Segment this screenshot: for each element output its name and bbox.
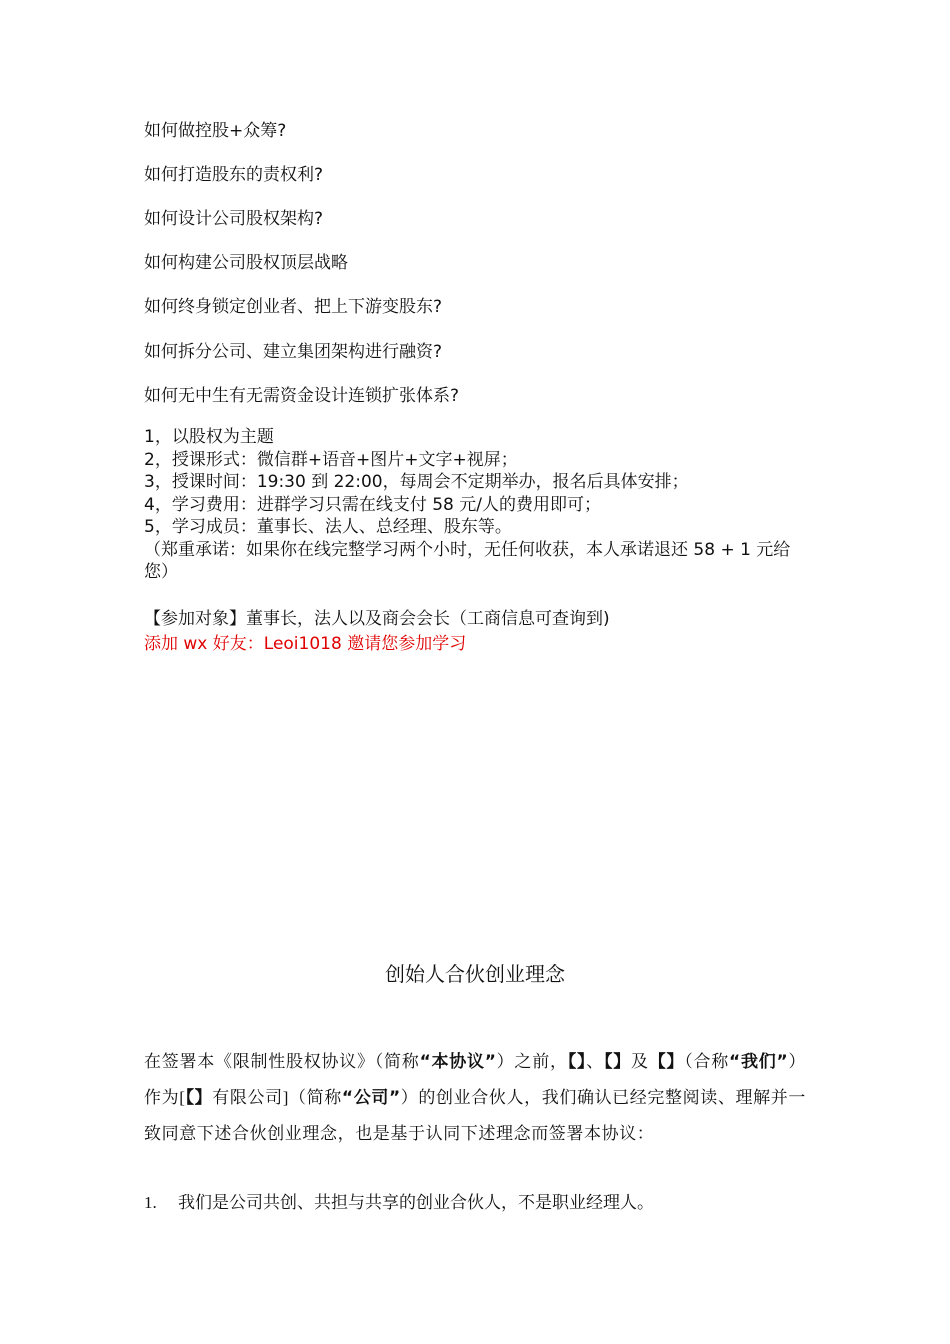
intro-bold: “公司” bbox=[341, 1088, 401, 1108]
intro-text: 、 bbox=[586, 1052, 604, 1071]
question-4: 如何构建公司股权顶层战略 bbox=[144, 253, 348, 273]
question-1: 如何做控股+众筹? bbox=[144, 121, 287, 141]
clause-number: 1. bbox=[144, 1193, 157, 1212]
intro-text: 有限公司]（简称 bbox=[212, 1088, 342, 1107]
question-6: 如何拆分公司、建立集团架构进行融资? bbox=[144, 342, 443, 362]
target-text: 董事长，法人以及商会会长（工商信息可查询到) bbox=[246, 609, 610, 629]
course-info-item: 3，授课时间：19:30 到 22:00，每周会不定期举办，报名后具体安排； bbox=[144, 472, 689, 492]
course-info-item: 1，以股权为主题 bbox=[144, 427, 274, 447]
intro-text: 在签署本《限制性股权协议》（简称 bbox=[144, 1052, 420, 1071]
refund-promise: （郑重承诺：如果你在线完整学习两个小时，无任何收获，本人承诺退还 58 + 1 元给您） bbox=[144, 539, 791, 582]
question-3: 如何设计公司股权架构? bbox=[144, 209, 324, 229]
course-info-list bbox=[144, 426, 814, 584]
placeholder-bracket: 【】 bbox=[567, 1052, 587, 1072]
target-label: 【参加对象】 bbox=[144, 609, 246, 629]
intro-bold: “本协议” bbox=[419, 1052, 497, 1072]
intro-bold: “我们” bbox=[729, 1052, 789, 1072]
document-title: 创始人合伙创业理念 bbox=[385, 962, 565, 986]
clause-item-1 bbox=[144, 1188, 654, 1213]
question-2: 如何打造股东的责权利? bbox=[144, 165, 324, 185]
intro-text: ）的创业合伙人，我们确认已经完整阅读、理解并一致同意下述合伙创业理念，也是基于认同下述理念而签署本协议： bbox=[144, 1088, 806, 1143]
placeholder-bracket: 【】 bbox=[185, 1088, 213, 1108]
intro-text: ）之前， bbox=[496, 1052, 568, 1071]
intro-text: 及 bbox=[631, 1052, 649, 1071]
contact-line: 添加 wx 好友：Leoi1018 邀请您参加学习 bbox=[144, 634, 467, 654]
intro-text: ）作为[ bbox=[144, 1052, 807, 1107]
course-info-item: 4，学习费用：进群学习只需在线支付 58 元/人的费用即可； bbox=[144, 494, 601, 515]
course-info-item: 5，学习成员：董事长、法人、总经理、股东等。 bbox=[144, 517, 512, 537]
intro-text: （合称 bbox=[684, 1052, 730, 1071]
placeholder-bracket: 【】 bbox=[603, 1052, 631, 1072]
question-5: 如何终身锁定创业者、把上下游变股东? bbox=[144, 297, 443, 317]
intro-paragraph bbox=[144, 1044, 806, 1151]
clause-text: 我们是公司共创、共担与共享的创业合伙人，不是职业经理人。 bbox=[178, 1193, 654, 1212]
placeholder-bracket: 【】 bbox=[648, 1052, 685, 1072]
course-info-item: 2，授课形式：微信群+语音+图片+文字+视屏； bbox=[144, 449, 518, 470]
target-audience bbox=[144, 604, 610, 629]
question-7: 如何无中生有无需资金设计连锁扩张体系? bbox=[144, 386, 460, 406]
